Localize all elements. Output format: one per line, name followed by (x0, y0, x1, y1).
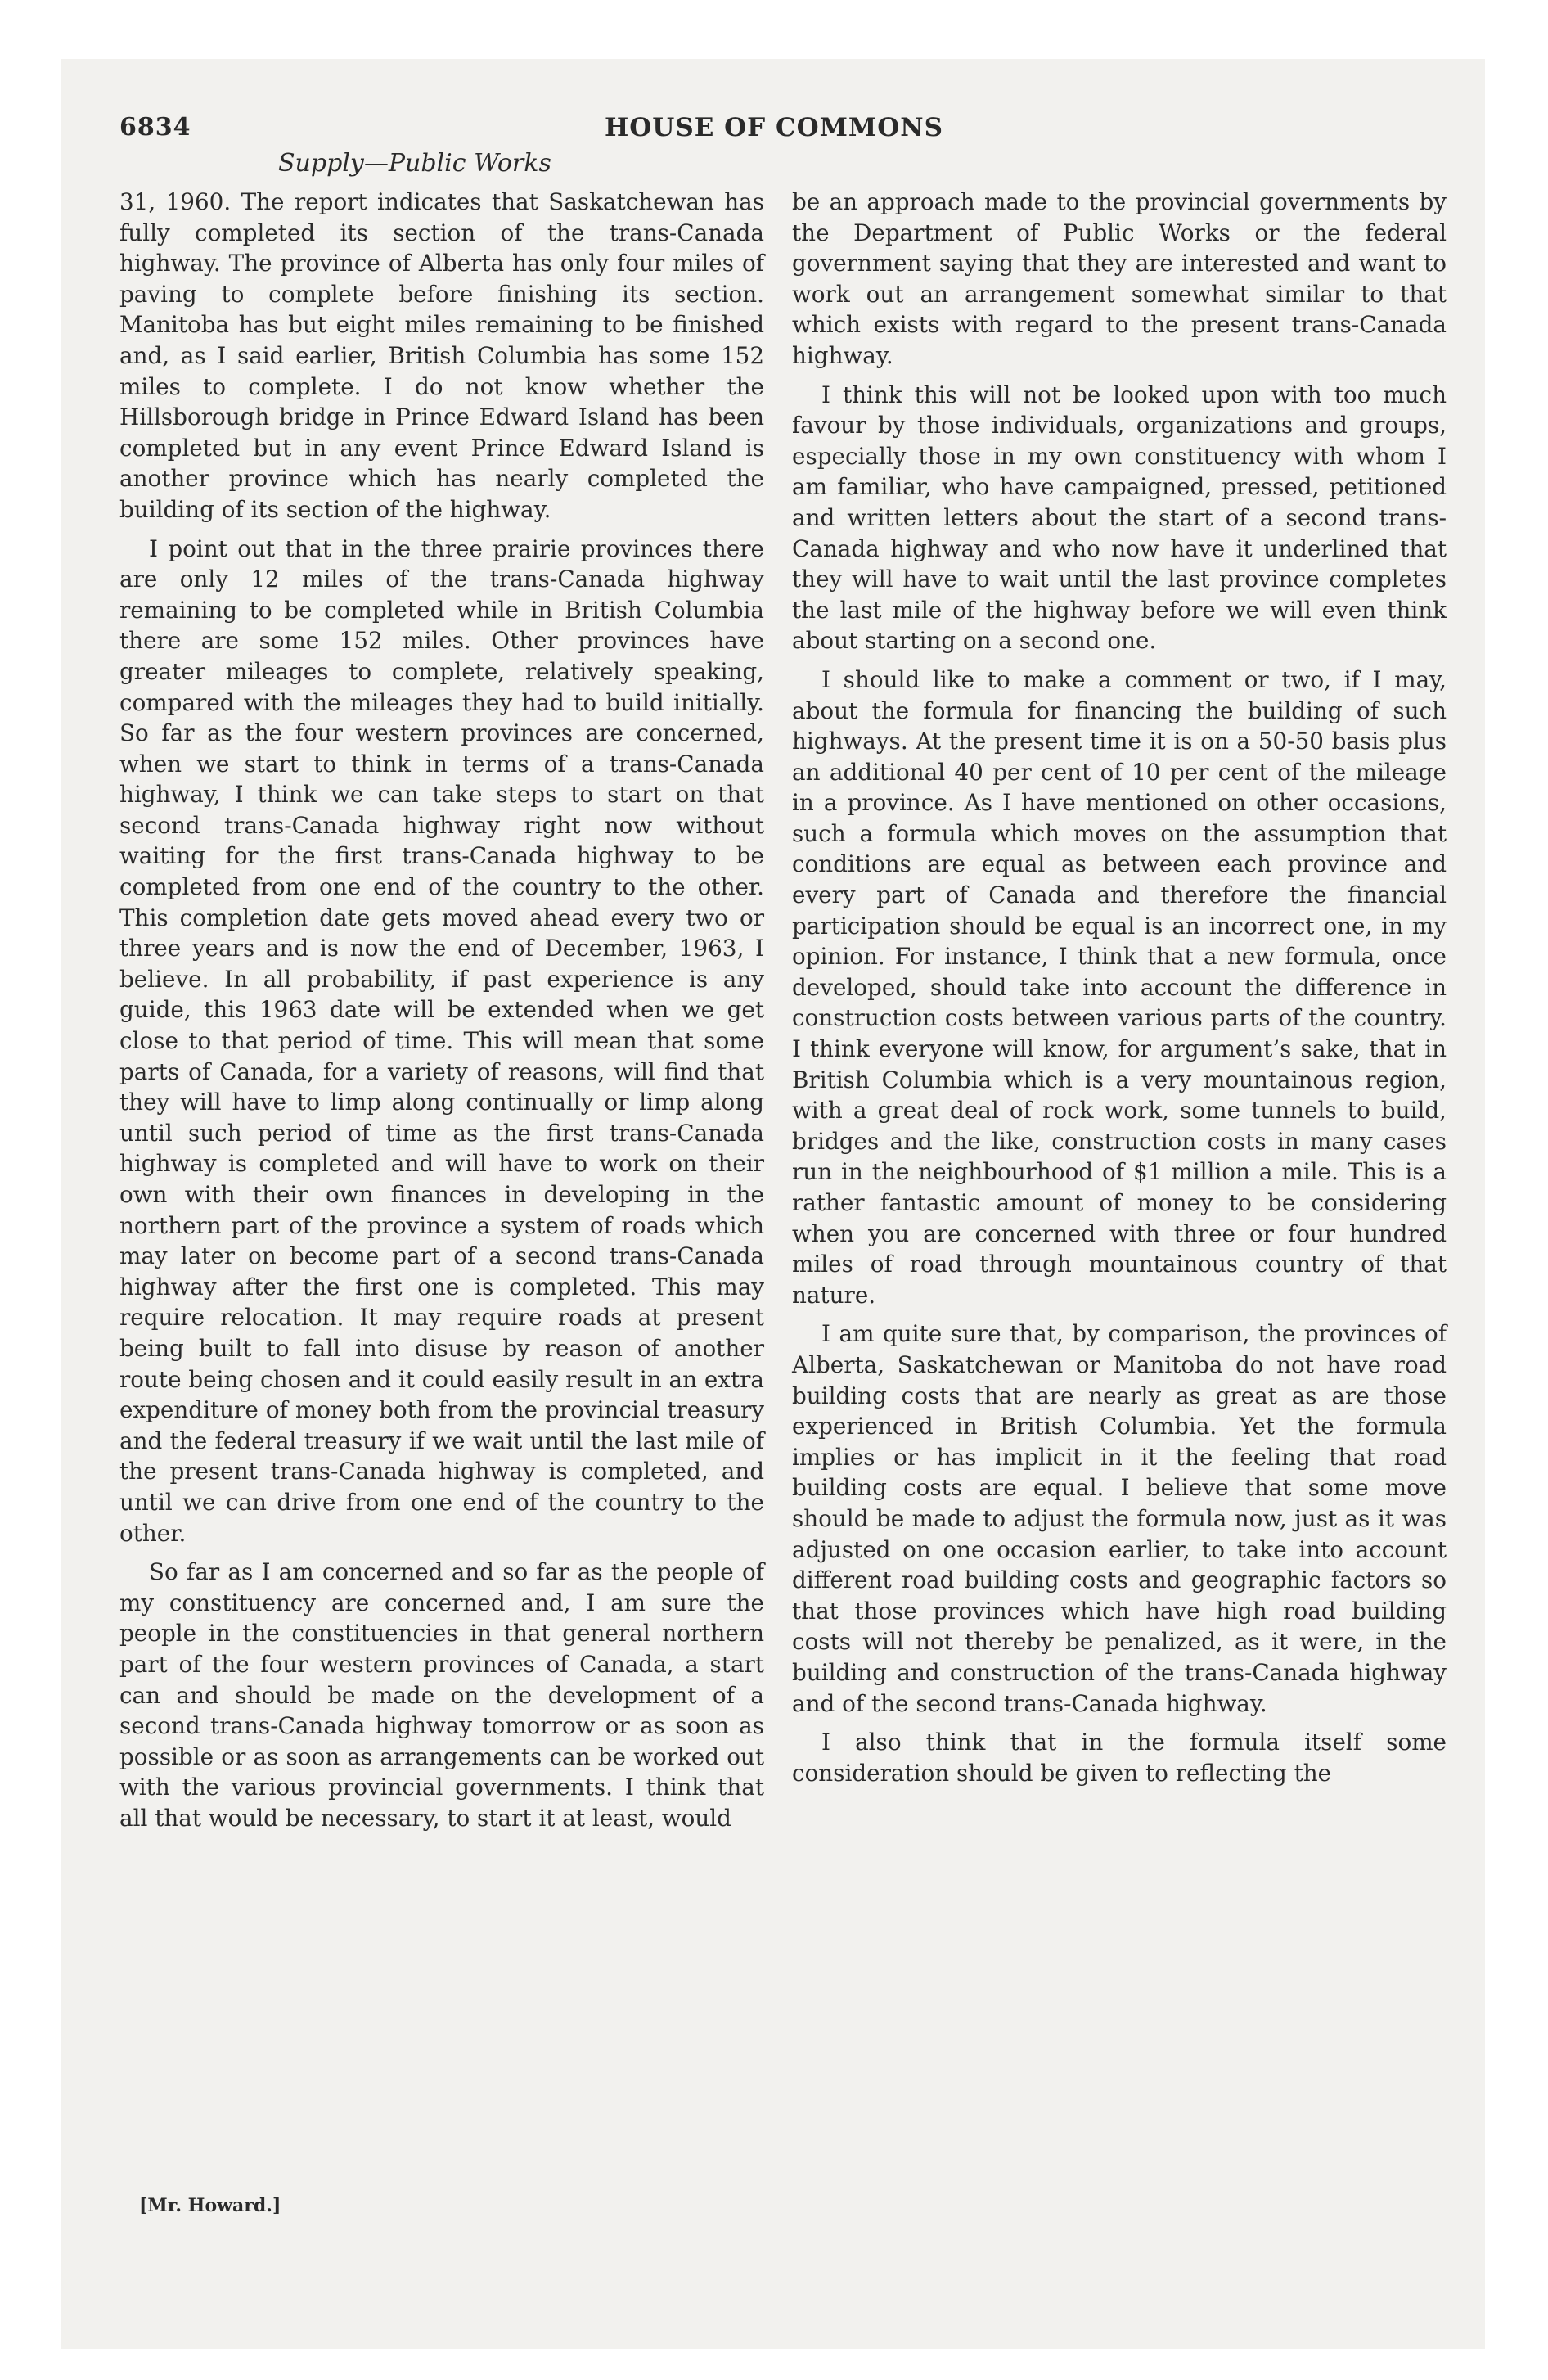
page-title: HOUSE OF COMMONS (605, 113, 943, 142)
speaker-footer: [Mr. Howard.] (139, 2195, 281, 2216)
paragraph: I should like to make a comment or two, if I may, about the formula for financing the building of such highways. At the present time it is on a 50-50 basis plus an additional 40 per cent of 10 per cent of the mileage in a province. As I have mentioned on other occasions, such a formula which moves on the assumption that conditions are equal as between each province and every part of Canada and therefore the financial participation should be equal is an incorrect one, in my opinion. For instance, I think that a new formula, once developed, should take into account the difference in construction costs between various parts of the country. I think everyone will know, for argument’s sake, that in British Columbia which is a very mountainous region, with a great deal of rock work, some tunnels to build, bridges and the like, construction costs in many cases run in the neighbourhood of $1 million a mile. This is a rather fantastic amount of money to be considering when you are concerned with three or four hundred miles of road through mountainous country of that nature. (792, 665, 1447, 1309)
page-number: 6834 (119, 113, 191, 142)
left-column (119, 187, 764, 1841)
right-column (792, 187, 1447, 1796)
paragraph: I think this will not be looked upon with too much favour by those individuals, organizations and groups, especially those in my own constituency with whom I am familiar, who have campaigned, pressed, petitioned and written letters about the start of a second trans-Canada highway and who now have it underlined that they will have to wait until the last province completes the last mile of the highway before we will even think about starting on a second one. (792, 381, 1447, 655)
paragraph: I also think that in the formula itself some consideration should be given to reflecting the (792, 1729, 1447, 1787)
section-subheading: Supply—Public Works (278, 149, 551, 178)
paragraph: 31, 1960. The report indicates that Saskatchewan has fully completed its section of the trans-Canada highway. The province of Alberta has only four miles of paving to complete before finishing its section. Manitoba has but eight miles remaining to be finished and, as I said earlier, British Columbia has some 152 miles to complete. I do not know whether the Hillsborough bridge in Prince Edward Island has been completed but in any event Prince Edward Island is another province which has nearly completed the building of its section of the highway. (119, 188, 764, 523)
paragraph: be an approach made to the provincial governments by the Department of Public Works or the federal government saying that they are interested and want to work out an arrangement somewhat similar to that which exists with regard to the present trans-Canada highway. (792, 188, 1447, 369)
paragraph: I point out that in the three prairie provinces there are only 12 miles of the trans-Canada highway remaining to be completed while in British Columbia there are some 152 miles. Other provinces have greater mileages to complete, relatively speaking, compared with the mileages they had to build initially. So far as the four western provinces are concerned, when we start to think in terms of a trans-Canada highway, I think we can take steps to start on that second trans-Canada highway right now without waiting for the first trans-Canada highway to be completed from one end of the country to the other. This completion date gets moved ahead every two or three years and is now the end of December, 1963, I believe. In all probability, if past experience is any guide, this 1963 date will be extended when we get close to that period of time. This will mean that some parts of Canada, for a variety of reasons, will find that they will have to limp along continually or limp along until such period of time as the first trans-Canada highway is completed and will have to work on their own with their own finances in developing in the northern part of the province a system of roads which may later on become part of a second trans-Canada highway after the first one is completed. This may require relocation. It may require roads at present being built to fall into disuse by reason of another route being chosen and it could easily result in an extra expenditure of money both from the provincial treasury and the federal treasury if we wait until the last mile of the present trans-Canada highway is completed, and until we can drive from one end of the country to the other. (119, 534, 764, 1547)
paragraph: I am quite sure that, by comparison, the provinces of Alberta, Saskatchewan or Manitoba do not have road building costs that are nearly as great as are those experienced in British Columbia. Yet the formula implies or has implicit in it the feeling that road building costs are equal. I believe that some move should be made to adjust the formula now, just as it was adjusted on one occasion earlier, to take into account different road building costs and geographic factors so that those provinces which have high road building costs will not thereby be penalized, as it were, in the building and construction of the trans-Canada highway and of the second trans-Canada highway. (792, 1320, 1447, 1717)
paragraph: So far as I am concerned and so far as the people of my constituency are concerned and, I am sure the people in the constituencies in that general northern part of the four western provinces of Canada, a start can and should be made on the development of a second trans-Canada highway tomorrow or as soon as possible or as soon as arrangements can be worked out with the various provincial governments. I think that all that would be necessary, to start it at least, would (119, 1558, 764, 1832)
